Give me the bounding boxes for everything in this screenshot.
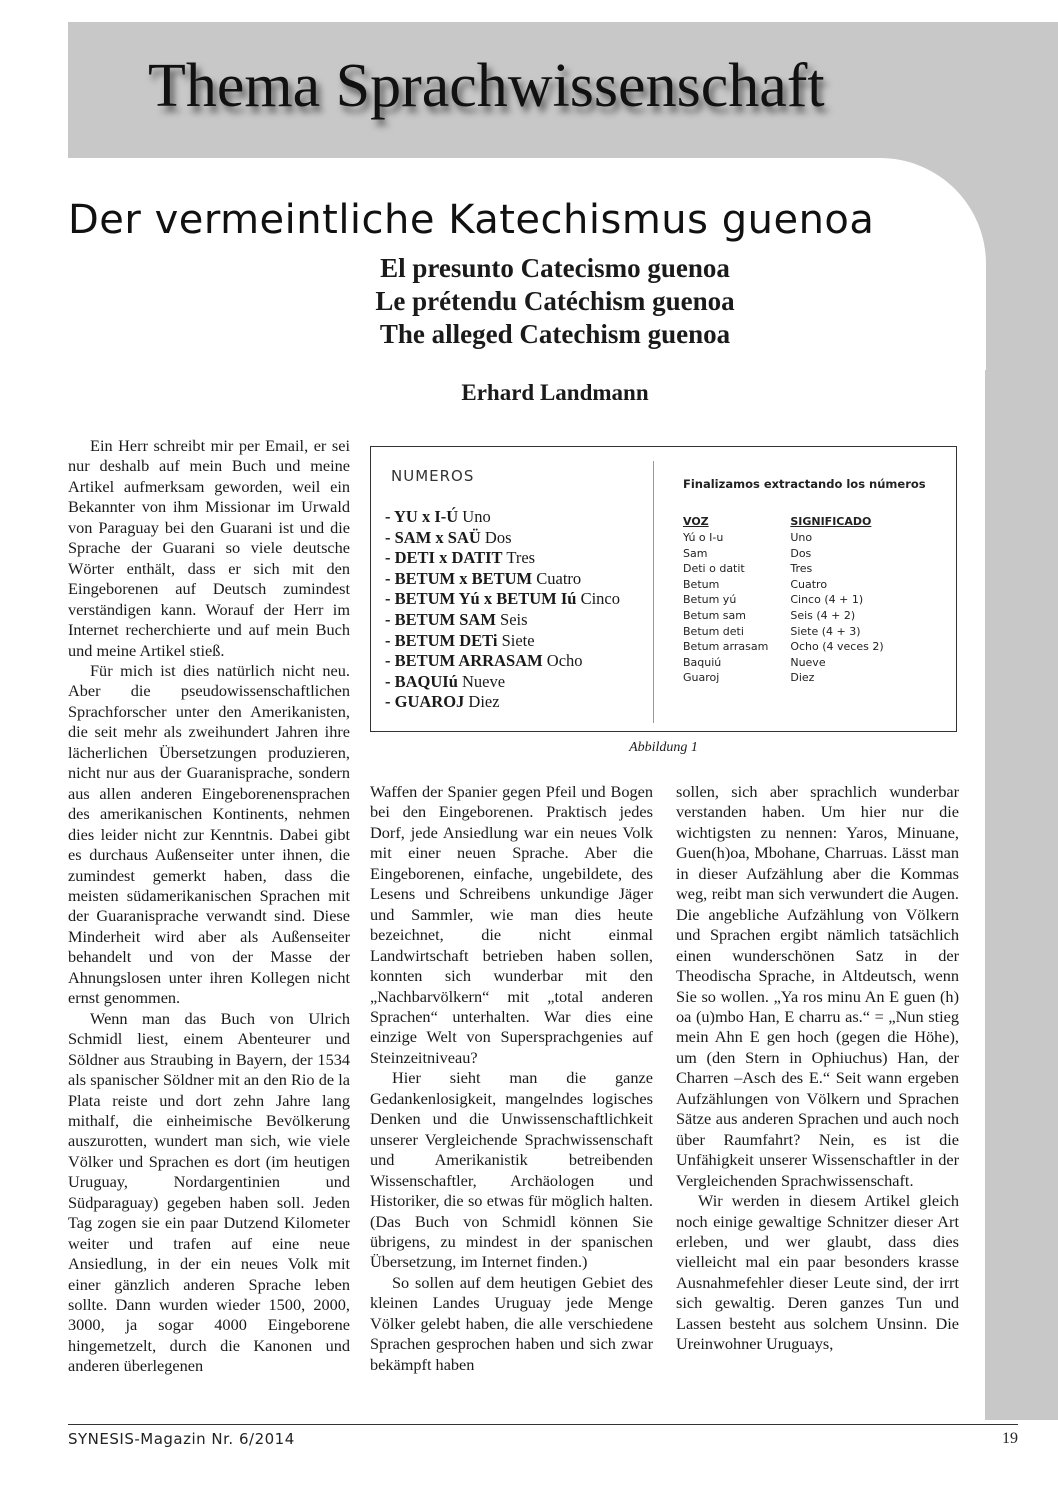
numeral-list-item <box>385 631 655 652</box>
paragraph: Für mich ist dies natürlich nicht neu. Aber die pseudowissenschaftlichen Sprachforscher unter den Amerikanisten, die seit mehr als zweihundert Jahren ihre lächerlichen Übersetzungen produzieren, nicht nur aus der Guaranisprache, sondern aus allen anderen Eingeborenensprachen des amerikanischen Kontinents, nehmen dies leider nicht zur Kenntnis. Dabei gibt es durchaus Außenseiter unter ihnen, die zumindest gemerkt haben, dass die meisten südamerikanischen Sprachen mit der Guaranisprache verwandt sind. Diese Minderheit wird aber als Außenseiter behandelt und von der Masse der Ahnungslosen unter ihren Kollegen nicht ernst genommen. <box>68 660 350 1008</box>
voz-cell: Sam <box>683 546 708 560</box>
table-row <box>683 670 906 686</box>
table-row <box>683 639 906 655</box>
article-title: Der vermeintliche Katechismus guenoa <box>68 197 875 243</box>
significado-cell: Cinco (4 + 1) <box>790 593 864 607</box>
numeral-list-item <box>385 507 655 528</box>
table-row <box>683 530 906 546</box>
voz-cell: Betum <box>683 577 720 591</box>
numeral-list-item <box>385 589 655 610</box>
numeral-list-item <box>385 672 655 693</box>
numeral-list-item <box>385 528 655 549</box>
numeral-word: - DETI x DATIT <box>385 548 503 568</box>
significado-cell: Seis (4 + 2) <box>790 608 856 622</box>
subtitle-spanish: El presunto Catecismo guenoa <box>380 253 730 283</box>
paragraph: sollen, sich aber sprachlich wunderbar verstanden haben. Um hier nur die wichtigsten zu nennen: Yaros, Minuane, Guen(h)oa, Mbohane, Charruas. Lässt man in dieser Aufzählung aber die Kommas weg, reibt man sich verwundert die Augen. Die angebliche Aufzählung von Völkern und Sprachen ergibt nämlich tatsächlich einen wunderschönen Satz in der Theodischa Sprache, in Altdeutsch, wenn Sie so wollen. „Ya ros minu An E guen (h) oa (u)mbo Han, E charru as.“ = „Nun stieg mein Ahn E gen hoch (gegen die Höhe), um (den Stern in Ophiuchus) Han, der Charren –Asch des E.“ Seit wann ergeben Aufzählungen von Völkern und Sprachen Sätze aus anderen Sprachen und auch noch über Raumfahrt? Nein, es ist die Unfähigkeit unserer Wissenschaftler in der Vergleichenden Sprachwissenschaft. <box>676 782 959 1190</box>
paragraph: Waffen der Spanier gegen Pfeil und Bogen bei den Eingeborenen. Praktisch jedes Dorf, jede Ansiedlung war ein neues Volk mit einer neuen Sprache. Aber die Eingeborenen, einfache, ungebildete, des Lesens und Schreibens unkundige Jäger und Sammler, wie man dies heute bezeichnet, die nicht einmal Landwirtschaft betrieben haben sollen, konnten sich wunderbar mit den „Nachbarvölkern“ mit „total anderen Sprachen“ unterhalten. War dies eine einzige Welt von Supersprachgenies auf Steinzeitniveau? <box>370 782 653 1067</box>
table-header-significado: SIGNIFICADO <box>790 515 872 528</box>
figure-1 <box>370 446 957 732</box>
figure-right-panel <box>683 477 953 685</box>
numeral-list-item <box>385 692 655 713</box>
author-name: Erhard Landmann <box>461 380 649 405</box>
paragraph: So sollen auf dem heutigen Gebiet des kleinen Landes Uruguay jede Menge Völker gelebt haben, die alle verschiedene Sprachen gesprochen haben und sich zwar bekämpft haben <box>370 1272 653 1374</box>
page-number: 19 <box>1002 1430 1018 1447</box>
significado-cell: Siete (4 + 3) <box>790 624 861 638</box>
text-column-1 <box>68 436 350 1377</box>
voz-cell: Betum arrasam <box>683 640 769 654</box>
figure-right-heading: Finalizamos extractando los números <box>683 477 926 491</box>
voz-cell: Betum yú <box>683 593 737 607</box>
paragraph: Hier sieht man die ganze Gedankenlosigkeit, mangelndes logisches Denken und die Unwissenschaftlichkeit unserer Vergleichende Sprachwissenschaft und Amerikanistik betreibenden Wissenschaftler, Archäologen und Historiker, die so etwas für möglich halten. (Das Buch von Schmidl können Sie übrigens, zu mindest in der spanischen Übersetzung, im Internet finden.) <box>370 1068 653 1272</box>
numeral-list-item <box>385 569 655 590</box>
article-subtitles <box>250 252 860 351</box>
numeral-translation: Siete <box>497 630 535 650</box>
significado-cell: Tres <box>790 562 813 576</box>
table-row <box>683 546 906 562</box>
numeral-word: - BETUM Yú x BETUM Iú <box>385 589 577 609</box>
side-band <box>985 158 1058 1420</box>
voz-cell: Deti o datit <box>683 562 745 576</box>
numeral-translation: Diez <box>464 692 500 712</box>
numeral-word: - BETUM x BETUM <box>385 568 533 588</box>
voz-cell: Betum deti <box>683 624 744 638</box>
table-row <box>683 608 906 624</box>
table-row <box>683 655 906 671</box>
footer-rule <box>68 1424 1018 1425</box>
numeral-list-item <box>385 610 655 631</box>
numeral-translation: Ocho <box>542 651 583 671</box>
subtitle-english: The alleged Catechism guenoa <box>379 319 731 349</box>
paragraph: Ein Herr schreibt mir per Email, er sei nur deshalb auf mein Buch und meine Artikel aufmerksam geworden, weil ein Bekannter von ihm Missionar im Urwald von Paraguay bei den Guarani ist und die Sprache der Guarani so viele deutsche Wörter enthält, dass er sich mit den Eingeborenen auf Deutsch zumindest verständigen kann. Worauf der Herr im Internet recherchierte und auf mein Buch und meine Artikel stieß. <box>68 436 350 660</box>
significado-cell: Dos <box>790 546 812 560</box>
numeral-word: - YU x I-Ú <box>385 507 459 526</box>
numeral-translation: Seis <box>495 609 528 629</box>
significado-cell: Cuatro <box>790 577 828 591</box>
paragraph: Wir werden in diesem Artikel gleich noch einige gewaltige Schnitzer dieser Art erleben, und wer glaubt, dass dies vielleicht mal ein paar besonders krasse Ausnahmefehler dieser Leute sind, der irrt sich gewaltig. Deren ganzes Tun und Lassen besteht aus solchem Unsinn. Die Ureinwohner Uruguays, <box>676 1191 959 1354</box>
numeral-word: - BAQUIú <box>385 671 458 691</box>
table-row <box>683 592 906 608</box>
figure-heading: NUMEROS <box>391 467 475 485</box>
text-column-2 <box>370 782 653 1375</box>
numeral-word: - SAM x SAÜ <box>385 527 481 547</box>
figure-caption: Abbildung 1 <box>629 740 698 755</box>
numeral-translation: Uno <box>458 507 491 526</box>
footer-magazine: SYNESIS-Magazin Nr. 6/2014 <box>68 1430 295 1448</box>
significado-cell: Uno <box>790 531 813 544</box>
voz-cell: Betum sam <box>683 608 746 622</box>
voz-cell: Baquiú <box>683 655 722 669</box>
table-row <box>683 561 906 577</box>
numeral-translation: Cinco <box>576 589 621 609</box>
table-row <box>683 577 906 593</box>
numeral-word: - BETUM DETi <box>385 630 498 650</box>
numeral-word: - BETUM SAM <box>385 609 496 629</box>
numeral-translation: Cuatro <box>532 568 582 588</box>
section-title: Thema Sprachwissenschaft <box>148 52 825 120</box>
table-header-voz: VOZ <box>683 515 709 528</box>
numeral-table <box>683 515 906 686</box>
significado-cell: Ocho (4 veces 2) <box>790 640 884 654</box>
text-column-3 <box>676 782 959 1355</box>
table-row <box>683 624 906 640</box>
numeral-list-item <box>385 548 655 569</box>
numeral-translation: Tres <box>502 548 536 568</box>
subtitle-french: Le prétendu Catéchism guenoa <box>375 286 735 316</box>
paragraph: Wenn man das Buch von Ulrich Schmidl liest, einem Abenteurer und Söldner aus Straubing in Bayern, der 1534 als spanischer Söldner mit an den Rio de la Plata reiste und dort zehn Jahre lang mithalf, die einheimische Bevölkerung auszurotten, wundert man sich, wie viele Völker und Sprachen es dort (im heutigen Uruguay, Nordargentinien und Südparaguay) gegeben haben soll. Jeden Tag zogen sie ein paar Dutzend Kilometer weiter und trafen auf eine neue Ansiedlung, in der ein neues Volk mit einer gänzlich anderen Sprache leben sollte. Dann wurden wieder 1500, 2000, 3000, ja sogar 4000 Eingeborene hingemetzelt, durch die Kanonen und anderen überlegenen <box>68 1008 350 1376</box>
numeral-translation: Nueve <box>457 671 506 691</box>
numeral-word: - GUAROJ <box>385 692 465 712</box>
significado-cell: Nueve <box>790 655 826 669</box>
numeral-list-item <box>385 651 655 672</box>
voz-cell: Yú o I-u <box>683 531 724 544</box>
numeral-list <box>385 507 655 713</box>
numeral-word: - BETUM ARRASAM <box>385 651 543 671</box>
voz-cell: Guaroj <box>683 671 720 685</box>
significado-cell: Diez <box>790 671 815 685</box>
numeral-translation: Dos <box>480 527 512 547</box>
